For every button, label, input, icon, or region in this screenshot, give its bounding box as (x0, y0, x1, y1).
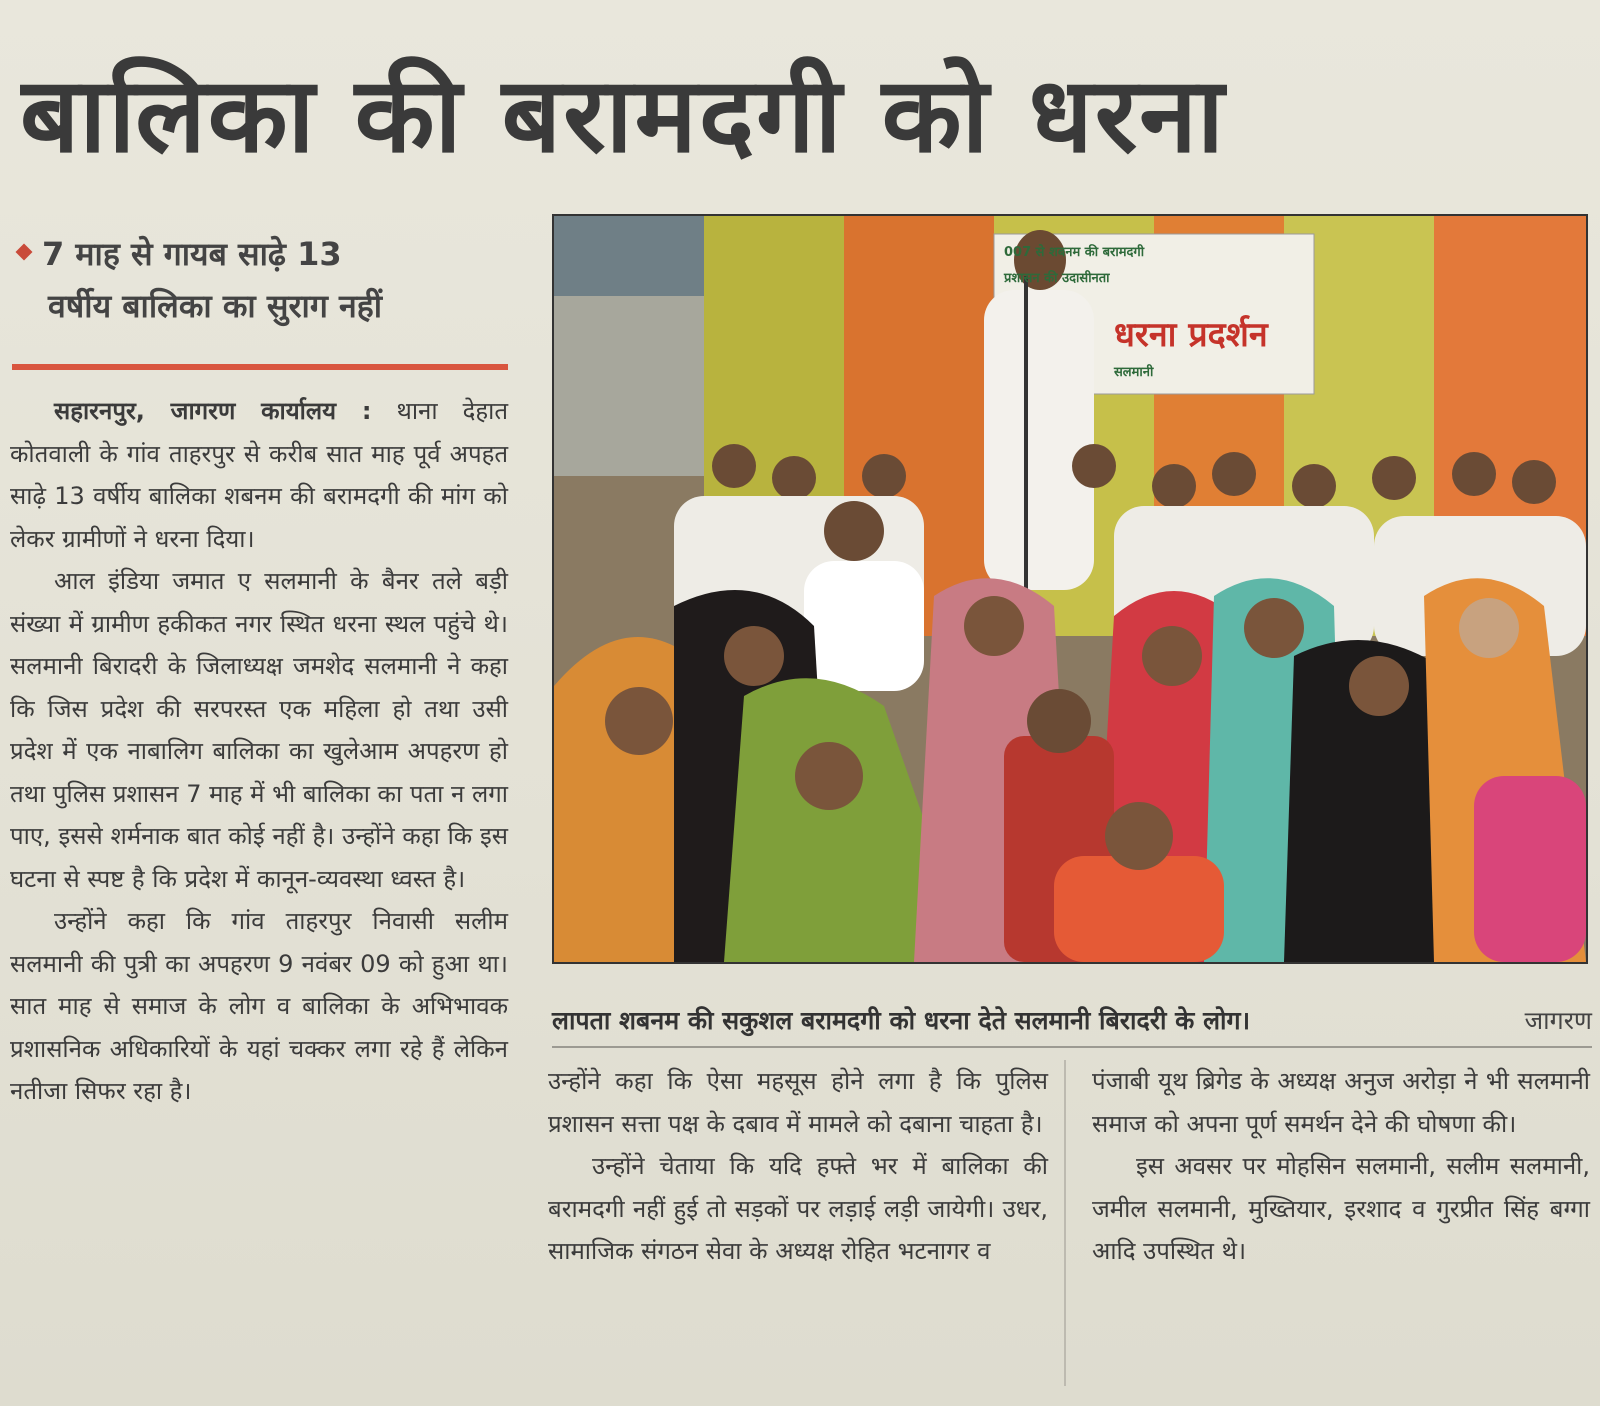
photo-caption (552, 996, 1592, 1048)
article-paragraph: उन्होंने कहा कि ऐसा महसूस होने लगा है कि पुलिस प्रशासन सत्ता पक्ष के दबाव में मामले को दबाना चाहता है। (548, 1067, 1048, 1138)
article-column-right (1092, 1060, 1590, 1273)
caption-text: लापता शबनम की सकुशल बरामदगी को धरना देते सलमानी बिरादरी के लोग। (552, 1006, 1251, 1035)
article-column-left (10, 390, 508, 1113)
article-paragraph (10, 390, 508, 560)
diamond-bullet-icon (16, 244, 33, 261)
column-divider (1064, 1060, 1066, 1386)
banner-line-2: प्रशासन की उदासीनता (1004, 271, 1110, 286)
banner-line-1: 007 से शबनम की बरामदगी (1004, 245, 1145, 260)
article-paragraph: उन्होंने चेताया कि यदि हफ्ते भर में बालिका की बरामदगी नहीं हुई तो सड़कों पर लड़ाई लड़ी जायेगी। उधर, सामाजिक संगठन सेवा के अध्यक्ष रोहित भटनागर व (548, 1152, 1048, 1265)
article-paragraph: इस अवसर पर मोहसिन सलमानी, सलीम सलमानी, जमील सलमानी, मुख्तियार, इरशाद व गुरप्रीत सिंह बग्गा आदि उपस्थित थे। (1092, 1152, 1590, 1265)
subhead-line-2: वर्षीय बालिका का सुराग नहीं (48, 287, 383, 325)
subhead-line-1 (18, 228, 508, 280)
subheadline (18, 228, 508, 332)
paragraph-text: थाना देहात कोतवाली के गांव ताहरपुर से करीब सात माह पूर्व अपहत साढ़े 13 वर्षीय बालिका शबनम की बरामदगी की मांग को लेकर ग्रामीणों ने धरना दिया। (10, 397, 509, 553)
photo-credit: जागरण (1524, 1006, 1592, 1035)
banner-title: धरना प्रदर्शन (1114, 315, 1268, 355)
red-divider (12, 364, 508, 370)
protest-photo-illustration (554, 216, 1586, 962)
article-paragraph: उन्होंने कहा कि गांव ताहरपुर निवासी सलीम सलमानी की पुत्री का अपहरण 9 नवंबर 09 को हुआ था। सात माह से समाज के लोग व बालिका के अभिभावक प्रशासनिक अधिकारियों के यहां चक्कर लगा रहे हैं लेकिन नतीजा सिफर रहा है। (10, 907, 508, 1105)
headline: बालिका की बरामदगी को धरना (20, 54, 1226, 176)
subhead-text-1: 7 माह से गायब साढ़े 13 (42, 235, 342, 273)
news-photo (552, 214, 1588, 964)
article-paragraph: आल इंडिया जमात ए सलमानी के बैनर तले बड़ी संख्या में ग्रामीण हकीकत नगर स्थित धरना स्थल पहुंचे थे। सलमानी बिरादरी के जिलाध्यक्ष जमशेद सलमानी ने कहा कि जिस प्रदेश की सरपरस्त एक महिला हो तथा उसी प्रदेश में एक नाबालिग बालिका का खुलेआम अपहरण हो तथा पुलिस प्रशासन 7 माह में भी बालिका का पता न लगा पाए, इससे शर्मनाक बात कोई नहीं है। उन्होंने कहा कि इस घटना से स्पष्ट है कि प्रदेश में कानून-व्यवस्था ध्वस्त है। (10, 567, 508, 893)
dateline: सहारनपुर, जागरण कार्यालय : (54, 397, 372, 425)
article-column-middle (548, 1060, 1048, 1273)
banner-line-3: सलमानी (1114, 365, 1154, 380)
article-paragraph: पंजाबी यूथ ब्रिगेड के अध्यक्ष अनुज अरोड़ा ने भी सलमानी समाज को अपना पूर्ण समर्थन देने की घोषणा की। (1092, 1067, 1590, 1138)
